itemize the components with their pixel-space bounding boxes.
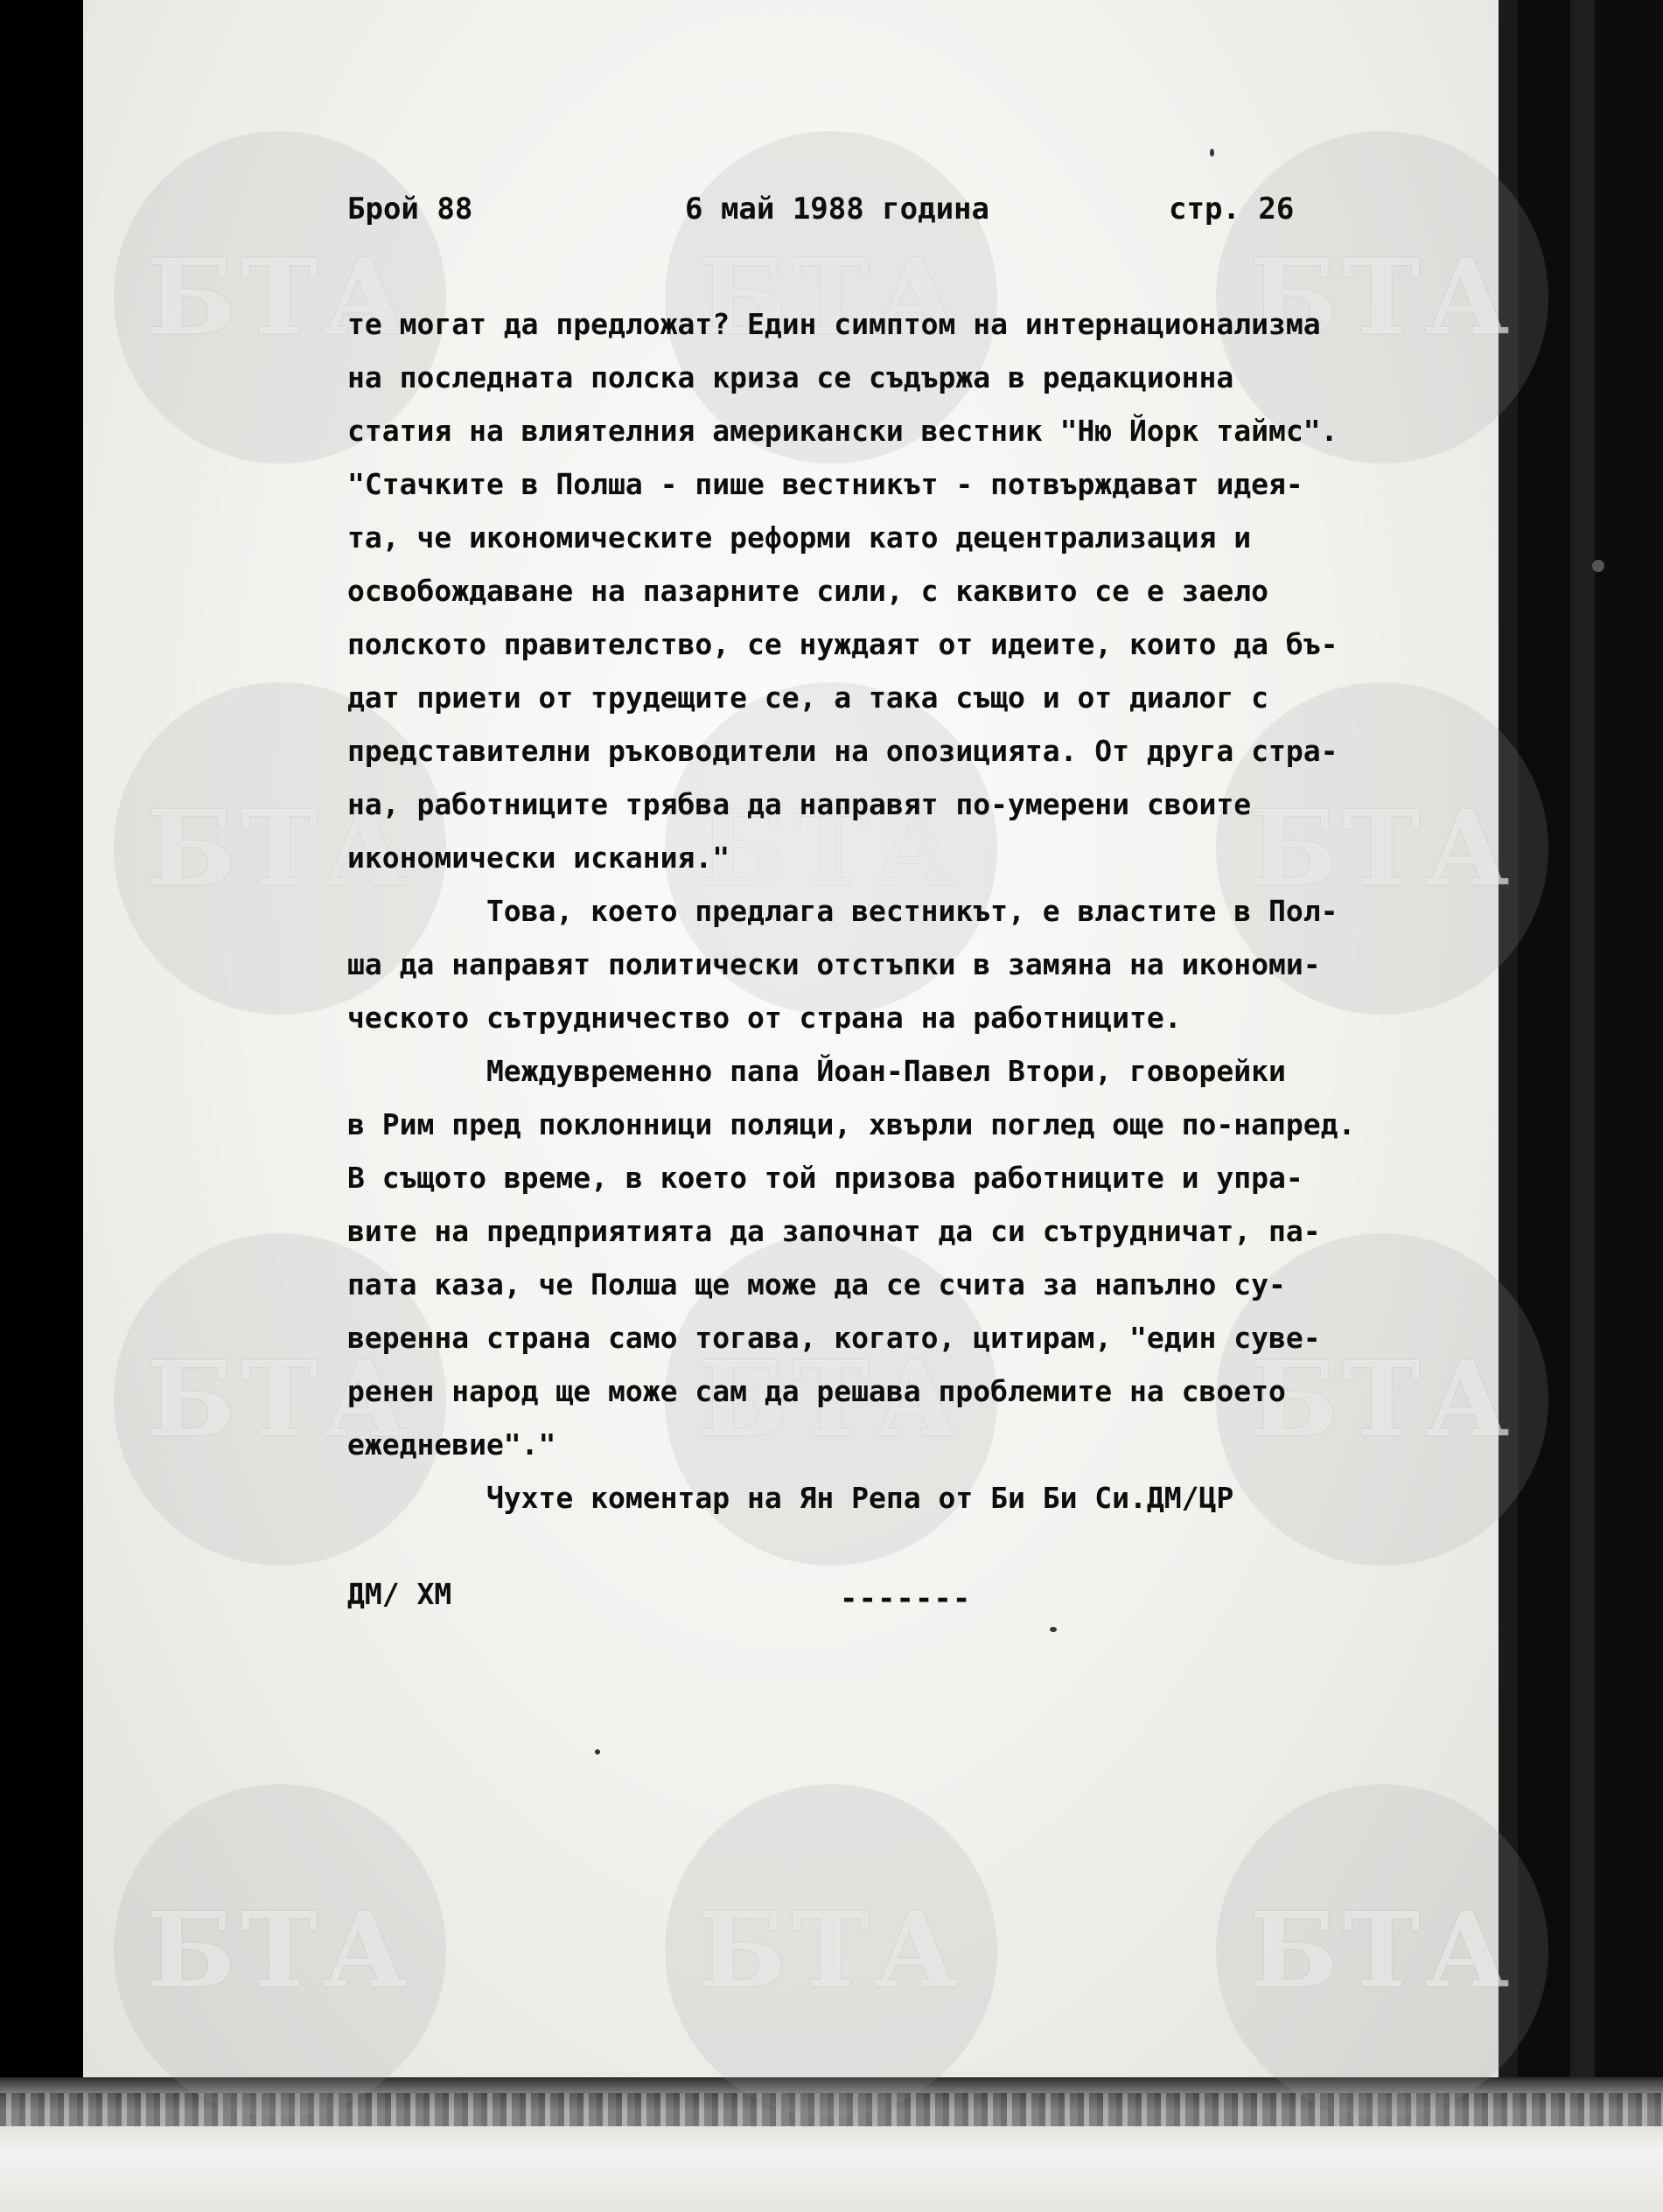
- watermark-text: БТА: [147, 787, 413, 909]
- body-line: ша да направят политически отстъпки в замяна на икономи-: [347, 947, 1321, 981]
- body-line: пата каза, че Полша ще може да се счита за напълно су-: [347, 1267, 1286, 1301]
- body-line: Междувременно папа Йоан-Павел Втори, говорейки: [347, 1054, 1286, 1088]
- watermark-text: БТА: [1249, 1338, 1515, 1460]
- watermark-text: БТА: [1249, 787, 1515, 909]
- scan-speck: [1050, 1627, 1057, 1632]
- watermark-text: БТА: [698, 1338, 964, 1460]
- body-line: статия на влиятелния американски вестник "Ню Йорк таймс".: [347, 414, 1338, 448]
- scan-speck: [1210, 149, 1214, 157]
- body-line: полското правителство, се нуждаят от идеите, които да бъ-: [347, 627, 1338, 661]
- body-line: Това, което предлага вестникът, е властите в Пол-: [347, 894, 1338, 928]
- watermark-text: БТА: [698, 787, 964, 909]
- bta-watermark: [1216, 1784, 1548, 2117]
- body-line: Чухте коментар на Ян Репа от Би Би Си.ДМ/ЦР: [347, 1481, 1234, 1515]
- bta-watermark: [114, 1784, 446, 2117]
- body-line: освобождаване на пазарните сили, с каквито се е заело: [347, 574, 1268, 608]
- body-line: на, работниците трябва да направят по-умерени своите: [347, 787, 1252, 821]
- watermark-text: БТА: [1249, 1889, 1515, 2011]
- body-line: ежедневие".": [347, 1427, 556, 1462]
- body-line: ческото сътрудничество от страна на работниците.: [347, 1001, 1182, 1035]
- body-line: дат приети от трудещите се, а така също и от диалог с: [347, 680, 1268, 715]
- page-number: стр. 26: [1169, 192, 1295, 227]
- body-line: В същото време, в което той призова работниците и упра-: [347, 1161, 1303, 1195]
- watermark-text: БТА: [147, 1889, 413, 2011]
- body-line: веренна страна само тогава, когато, цитирам, "един суве-: [347, 1321, 1321, 1355]
- watermark-text: БТА: [698, 1889, 964, 2011]
- end-mark: -------: [840, 1581, 972, 1616]
- film-strip: [1570, 0, 1595, 2212]
- watermark-text: БТА: [698, 236, 964, 358]
- body-line: в Рим пред поклонници поляци, хвърли поглед още по-напред.: [347, 1107, 1356, 1141]
- scan-speck: [1592, 560, 1604, 572]
- body-line: ренен народ ще може сам да решава проблемите на своето: [347, 1374, 1286, 1408]
- scan-speck: [595, 1749, 600, 1755]
- body-line: представителни ръководители на опозицията. От друга стра-: [347, 734, 1338, 768]
- body-line: те могат да предложат? Един симптом на интернационализма: [347, 307, 1321, 341]
- bta-watermark: [665, 1784, 997, 2117]
- body-line: "Стачките в Полша - пише вестникът - потвърждават идея-: [347, 467, 1303, 501]
- body-line: та, че икономическите реформи като децентрализация и: [347, 520, 1252, 555]
- body-line: икономически искания.": [347, 841, 730, 875]
- watermark-text: БТА: [1249, 236, 1515, 358]
- issue-date: 6 май 1988 година: [685, 192, 989, 227]
- watermark-text: БТА: [147, 236, 413, 358]
- body-line: вите на предприятията да започнат да си сътрудничат, па-: [347, 1214, 1321, 1248]
- watermark-text: БТА: [147, 1338, 413, 1460]
- issue-number: Брой 88: [347, 192, 473, 227]
- body-line: на последната полска криза се съдържа в редакционна: [347, 360, 1234, 394]
- author-initials: ДМ/ ХМ: [347, 1577, 452, 1611]
